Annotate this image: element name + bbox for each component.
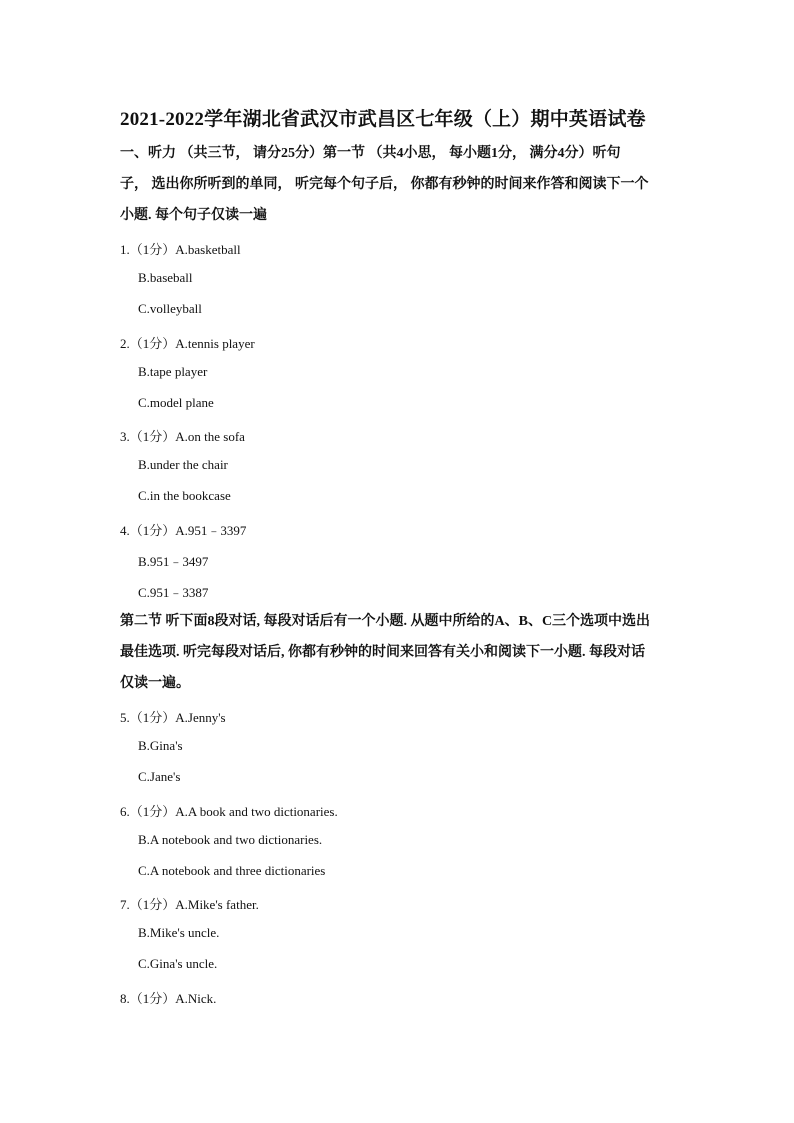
- question-4-option-c: C.951﹣3387: [138, 585, 209, 600]
- question-4-option-b: B.951﹣3497: [138, 554, 209, 569]
- question-7-stem: 7.（1分）A.Mike's father.: [120, 897, 259, 912]
- question-5-stem: 5.（1分）A.Jenny's: [120, 710, 226, 725]
- instruction-line: 小题. 每个句子仅读一遍: [120, 208, 267, 223]
- question-4-stem: 4.（1分）A.951﹣3397: [120, 523, 247, 538]
- question-5-option-c: C.Jane's: [138, 769, 181, 784]
- question-6-option-c: C.A notebook and three dictionaries: [138, 863, 326, 878]
- question-2-option-c: C.model plane: [138, 395, 214, 410]
- question-1-option-b: B.baseball: [138, 270, 193, 285]
- instruction-line: 仅读一遍。: [120, 676, 190, 691]
- question-7-option-c: C.Gina's uncle.: [138, 956, 218, 971]
- question-2-stem: 2.（1分）A.tennis player: [120, 336, 255, 351]
- page-title: 2021-2022学年湖北省武汉市武昌区七年级（上）期中英语试卷: [120, 109, 646, 130]
- question-8-stem: 8.（1分）A.Nick.: [120, 991, 217, 1006]
- question-6-option-b: B.A notebook and two dictionaries.: [138, 832, 323, 847]
- section-one-instructions: [120, 138, 680, 231]
- instruction-line: 子， 选出你所听到的单同， 听完每个句子后， 你都有秒钟的时间来作答和阅读下一个: [120, 177, 649, 192]
- instruction-line: 第二节 听下面8段对话, 每段对话后有一个小题. 从题中所给的A、B、C三个选项中选出: [120, 614, 651, 629]
- question-1-option-c: C.volleyball: [138, 301, 202, 316]
- section-two-instructions: [120, 606, 680, 699]
- question-7-option-b: B.Mike's uncle.: [138, 925, 220, 940]
- question-1-stem: 1.（1分）A.basketball: [120, 242, 241, 257]
- question-3-option-c: C.in the bookcase: [138, 488, 231, 503]
- question-3-stem: 3.（1分）A.on the sofa: [120, 429, 245, 444]
- instruction-line: 最佳选项. 听完每段对话后, 你都有秒钟的时间来回答有关小和阅读下一小题. 每段对话: [120, 645, 645, 660]
- question-2-option-b: B.tape player: [138, 364, 208, 379]
- question-6-stem: 6.（1分）A.A book and two dictionaries.: [120, 804, 338, 819]
- instruction-line: 一、听力 （共三节， 请分25分）第一节 （共4小思， 每小题1分， 满分4分）听句: [120, 146, 621, 161]
- question-5-option-b: B.Gina's: [138, 738, 183, 753]
- question-3-option-b: B.under the chair: [138, 457, 228, 472]
